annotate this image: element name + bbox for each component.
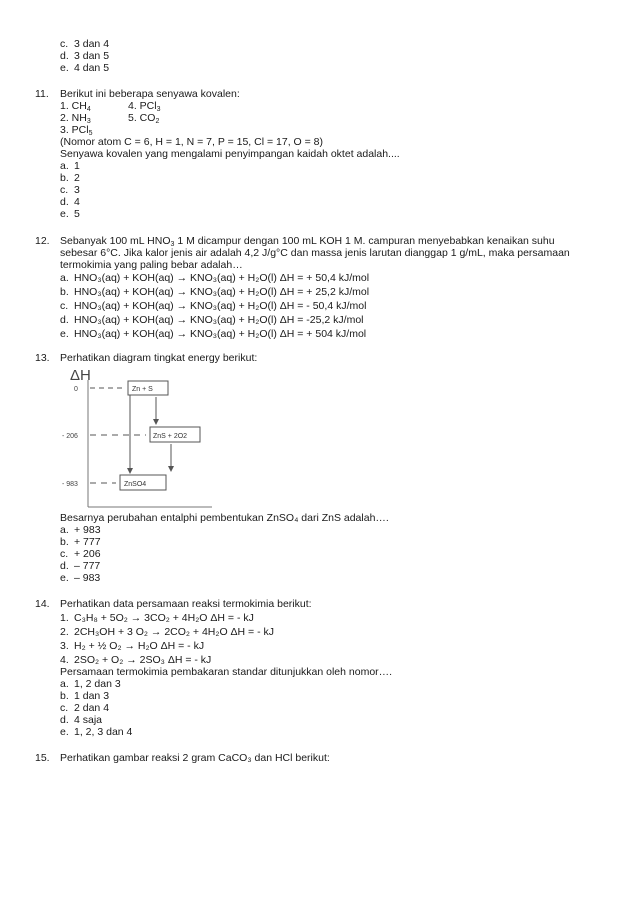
q14-reaction-1: 1. C₃H₈ + 5O₂ → 3CO₂ + 4H₂O ΔH = - kJ [60,612,254,624]
q14-option-e: e. 1, 2, 3 dan 4 [60,726,133,738]
q14-option-b: b. 1 dan 3 [60,690,110,702]
q12-line1: Sebanyak 100 mL $HNO_3$ 1 M dicampur dengan 100 mL KOH 1 M. campuran menyebabkan kenaikan suhu [60,235,555,248]
q12-option-e: e. HNO₃(aq) + KOH(aq) → KNO₃(aq) + H₂O(l) ΔH = + 504 kJ/mol [60,328,367,340]
level-983-label: - 983 [62,481,78,488]
q13-question: Besarnya perubahan entalphi pembentukan ZnSO₄ dari ZnS adalah…. [60,512,389,524]
q15-number: 15. [35,752,50,764]
q12-option-a: a. HNO₃(aq) + KOH(aq) → KNO₃(aq) + H₂O(l) ΔH = + 50,4 kJ/mol [60,272,370,284]
q11-note: (Nomor atom C = 6, H = 1, N = 7, P = 15, Cl = 17, O = 8) [60,136,324,148]
box-znso4-label: ZnSO4 [124,481,147,488]
q11-compound-5: 5. $CO_2$ [128,112,160,125]
q11-option-a: a. 1 [60,160,80,172]
q14-reaction-3: 3. H₂ + ½ O₂ → H₂O ΔH = - kJ [60,640,205,652]
level-0-label: 0 [74,386,78,393]
q14-option-c: c. 2 dan 4 [60,702,110,714]
q11-compound-2: 2. $NH_3$ [60,112,91,125]
q11-number: 11. [35,88,49,100]
arrowhead-zns [153,419,159,425]
q12-line3: termokimia yang paling bebar adalah… [60,259,243,271]
q11-stem: Berikut ini beberapa senyawa kovalen: [60,88,240,100]
q13-stem: Perhatikan diagram tingkat energy berikut: [60,352,258,364]
q11-option-b: b. 2 [60,172,80,184]
q15-stem: Perhatikan gambar reaksi 2 gram CaCO₃ dan HCl berikut: [60,752,330,764]
q14-question: Persamaan termokimia pembakaran standar ditunjukkan oleh nomor…. [60,666,393,678]
q14-reaction-4: 4. 2SO₂ + O₂ → 2SO₃ ΔH = - kJ [60,654,212,666]
q14-stem: Perhatikan data persamaan reaksi termokimia berikut: [60,598,312,610]
q11-option-d: d. 4 [60,196,80,208]
q11-compound-3: 3. PCl$_5$ [60,124,93,137]
q12-number: 12. [35,235,50,247]
prev-option-e: e. 4 dan 5 [60,62,110,74]
q12-option-b: b. HNO₃(aq) + KOH(aq) → KNO₃(aq) + H₂O(l) ΔH = + 25,2 kJ/mol [60,286,370,298]
q11-compound-4: 4. PCl$_3$ [128,100,161,113]
prev-option-d: d. 3 dan 5 [60,50,110,62]
q14-reaction-2: 2. 2CH₃OH + 3 O₂ → 2CO₂ + 4H₂O ΔH = - kJ [60,626,275,638]
arrowhead-znso4-right [168,466,174,472]
q13-option-e: e. – 983 [60,572,101,584]
q11-question: Senyawa kovalen yang mengalami penyimpangan kaidah oktet adalah.... [60,148,400,160]
q14-option-d: d. 4 saja [60,714,103,726]
q12-line2: sebesar 6°C. Jika kalor jenis air adalah 4,2 J/g°C dan massa jenis larutan dianggap 1 g/mL, maka persamaan [60,247,570,259]
q13-option-a: a. + 983 [60,524,101,536]
energy-level-diagram [62,364,222,509]
q14-number: 14. [35,598,50,610]
q13-number: 13. [35,352,50,364]
box-zn-s-label: Zn + S [132,386,153,393]
prev-option-c: c. 3 dan 4 [60,38,110,50]
q12-option-c: c. HNO₃(aq) + KOH(aq) → KNO₃(aq) + H₂O(l) ΔH = - 50,4 kJ/mol [60,300,367,312]
box-zns-2o2-label: ZnS + 2O2 [153,433,188,440]
q11-option-e: e. 5 [60,208,80,220]
q13-option-b: b. + 777 [60,536,101,548]
q11-option-c: c. 3 [60,184,80,196]
arrowhead-znso4 [127,468,133,474]
q14-option-a: a. 1, 2 dan 3 [60,678,121,690]
q11-compound-1: 1. $CH_4$ [60,100,91,113]
q12-option-d: d. HNO₃(aq) + KOH(aq) → KNO₃(aq) + H₂O(l) ΔH = -25,2 kJ/mol [60,314,364,326]
q13-option-c: c. + 206 [60,548,101,560]
delta-h-axis-label: ΔH [70,367,91,384]
q13-option-d: d. – 777 [60,560,101,572]
level-206-label: - 206 [62,433,78,440]
